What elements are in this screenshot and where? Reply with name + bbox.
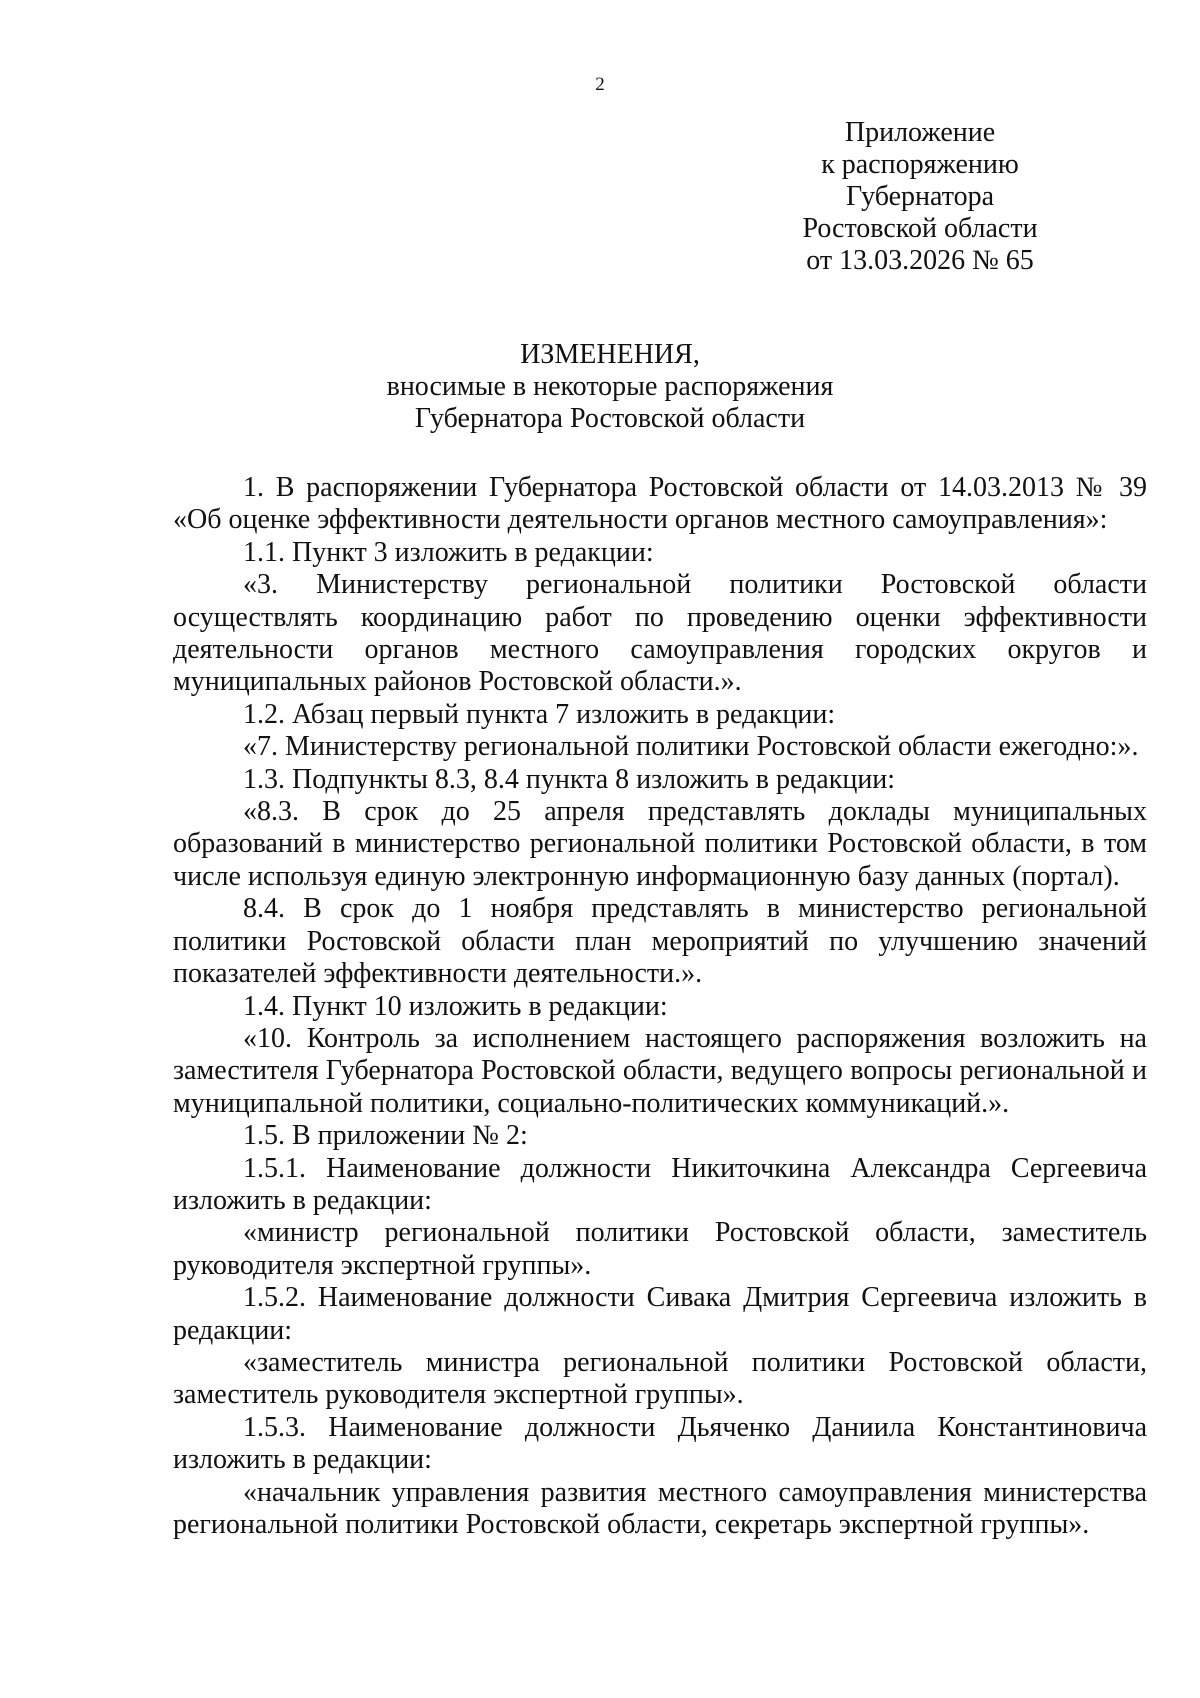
heading-title: ИЗМЕНЕНИЯ, — [520, 339, 700, 370]
document-heading — [160, 339, 1060, 435]
paragraph: 1.4. Пункт 10 изложить в редакции: — [243, 990, 668, 1022]
paragraph: 1.5. В приложении № 2: — [243, 1120, 528, 1152]
appendix-block — [800, 117, 1040, 277]
heading-subtitle: вносимые в некоторые распоряжения — [386, 371, 834, 402]
heading-subtitle: Губернатора Ростовской области — [414, 403, 806, 434]
paragraph: 1.5.3. Наименование должности Дьяченко Даниила Константиновича изложить в редакции: — [173, 1411, 1147, 1476]
paragraph: 1. В распоряжении Губернатора Ростовской области от 14.03.2013 № 39 «Об оценке эффективности деятельности органов местного самоуправления»: — [173, 472, 1147, 536]
paragraph: «заместитель министра региональной политики Ростовской области, заместитель руководителя экспертной группы». — [173, 1346, 1147, 1411]
document-body — [173, 472, 1147, 1541]
appendix-line: от 13.03.2026 № 65 — [806, 245, 1034, 276]
paragraph: «3. Министерству региональной политики Ростовской области осуществлять координацию работ по проведению оценки эффективности деятельности органов местного самоуправления городских округов и муниципальных районов Ростовской области.». — [173, 569, 1147, 698]
appendix-line: Приложение — [844, 117, 996, 148]
paragraph: 1.5.2. Наименование должности Сивака Дмитрия Сергеевича изложить в редакции: — [173, 1282, 1147, 1346]
paragraph: «начальник управления развития местного самоуправления министерства региональной политики Ростовской области, секретарь экспертной группы». — [173, 1476, 1147, 1540]
appendix-line: Ростовской области — [802, 213, 1038, 244]
paragraph: 8.4. В срок до 1 ноября представлять в министерство региональной политики Ростовской области план мероприятий по улучшению значений показателей эффективности деятельности.». — [173, 893, 1147, 990]
paragraph: 1.1. Пункт 3 изложить в редакции: — [243, 536, 654, 568]
appendix-line: Губернатора — [845, 181, 995, 212]
appendix-line: к распоряжению — [821, 149, 1019, 180]
paragraph: «7. Министерству региональной политики Ростовской области ежегодно:». — [243, 731, 1139, 763]
page-number: 2 — [595, 74, 605, 95]
paragraph: 1.2. Абзац первый пункта 7 изложить в редакции: — [243, 698, 836, 730]
paragraph: 1.5.1. Наименование должности Никиточкина Александра Сергеевича изложить в редакции: — [173, 1152, 1147, 1216]
paragraph: 1.3. Подпункты 8.3, 8.4 пункта 8 изложить в редакции: — [243, 763, 896, 795]
paragraph: «8.3. В срок до 25 апреля представлять доклады муниципальных образований в министерство региональной политики Ростовской области, в том числе используя единую электронную информационную базу данных (портал). — [173, 796, 1147, 892]
paragraph: «10. Контроль за исполнением настоящего распоряжения возложить на заместителя Губернатора Ростовской области, ведущего вопросы региональной и муниципальной политики, социально-политических коммуникаций.». — [173, 1022, 1147, 1119]
paragraph: «министр региональной политики Ростовской области, заместитель руководителя экспертной группы». — [173, 1217, 1147, 1281]
